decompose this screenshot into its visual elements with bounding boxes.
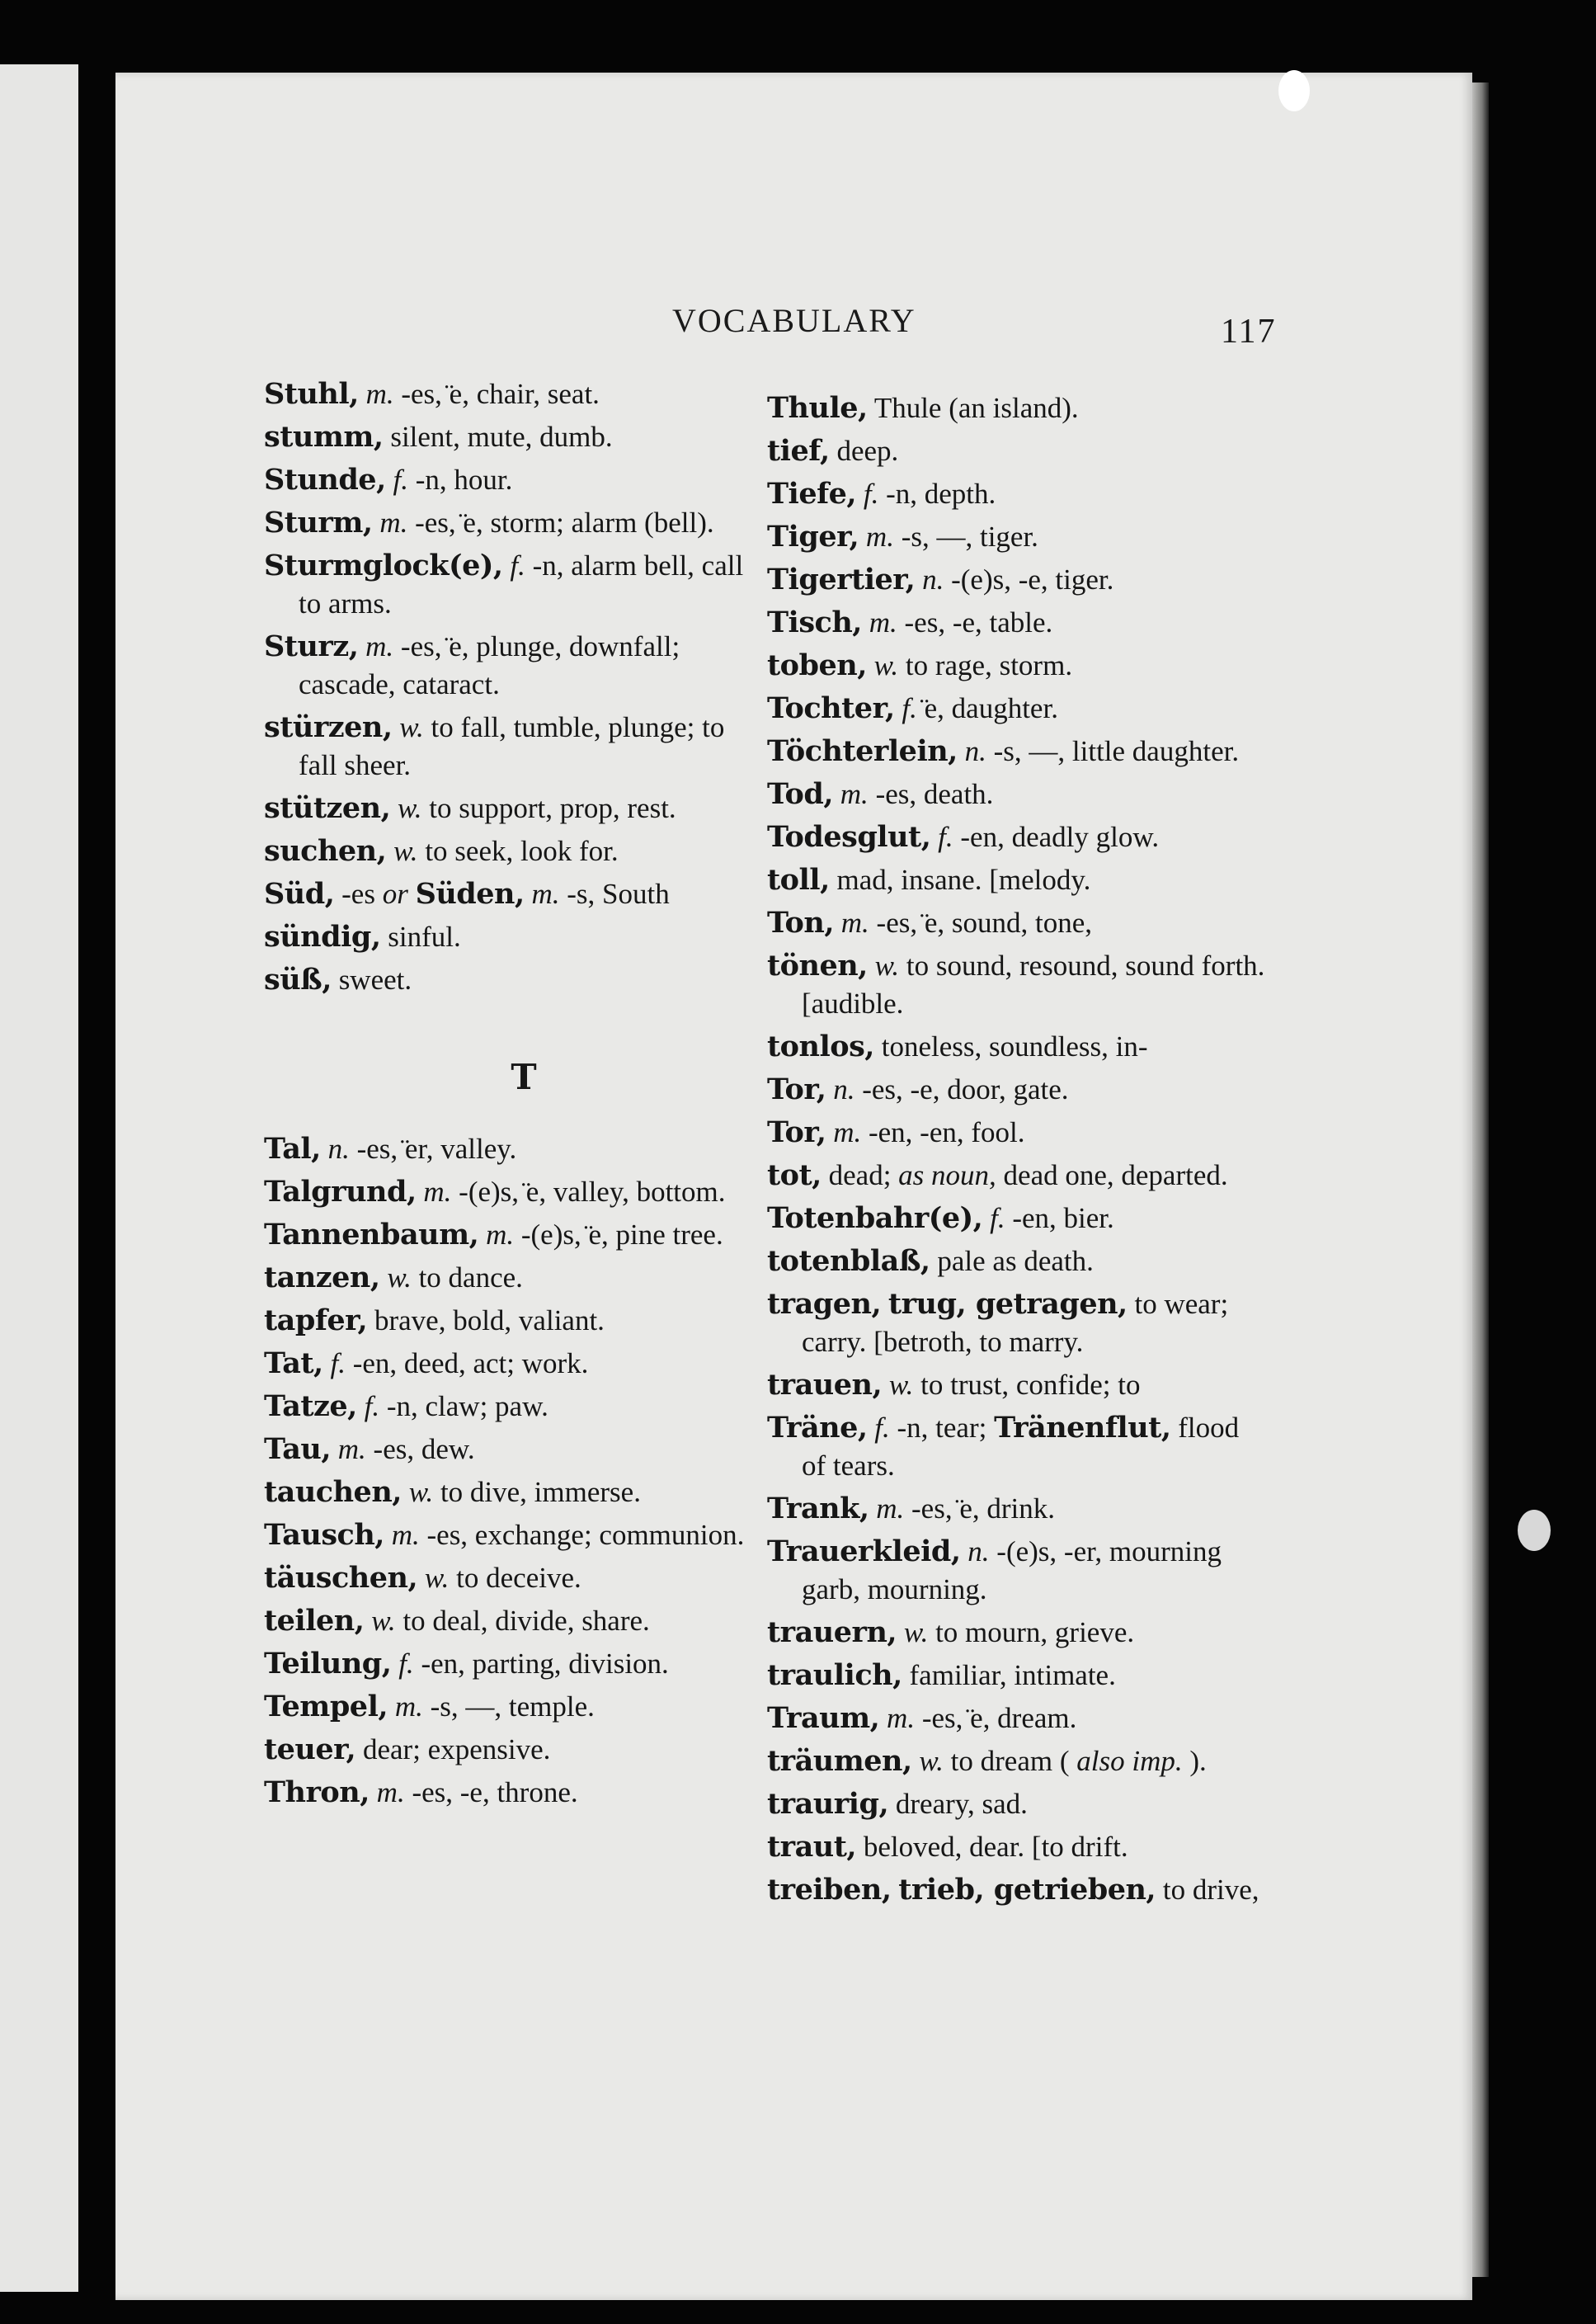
vocab-entry (767, 1657, 1270, 1695)
vocab-entry (264, 1302, 767, 1340)
vocab-entry (264, 1774, 767, 1812)
headword: Tigertier, (767, 563, 916, 596)
headword: Tiger, (767, 520, 859, 554)
definition: to trust, confide; to (920, 1369, 1141, 1401)
vocab-entry (264, 1516, 767, 1554)
definition: to deal, divide, share. (403, 1605, 650, 1637)
grammar-label: m. (531, 878, 560, 910)
grammar-label: f. (990, 1202, 1005, 1234)
definition: ). (1189, 1745, 1207, 1777)
vocab-entry (767, 947, 1270, 1023)
grammar-label: f. (902, 692, 917, 724)
grammar-label: m. (869, 606, 897, 639)
vocab-entry (767, 1699, 1270, 1737)
vocab-entry (767, 389, 1270, 427)
grammar-label: w. (888, 1369, 914, 1401)
definition: pale as death. (937, 1245, 1094, 1277)
definition: familiar, intimate. (909, 1659, 1116, 1691)
headword: tonlos, (767, 1030, 874, 1063)
vocab-entry (767, 1614, 1270, 1652)
definition: to drive, (1162, 1874, 1259, 1906)
headword: Totenbahr(e), (767, 1201, 983, 1235)
vocab-entry (767, 1028, 1270, 1066)
vocab-entry (264, 1173, 767, 1211)
headword: teuer, (264, 1732, 356, 1766)
definition: -es, ̈e, chair, seat. (401, 378, 600, 410)
right-column (767, 389, 1270, 1914)
vocab-entry (767, 1200, 1270, 1237)
headword: süß, (264, 963, 332, 997)
paper-tear (1278, 70, 1310, 111)
entry-list (264, 375, 767, 999)
definition: -s, (567, 878, 596, 910)
grammar-label: w. (874, 950, 900, 982)
grammar-label: n. (833, 1073, 855, 1105)
vocab-entry (767, 818, 1270, 856)
vocab-entry (264, 1345, 767, 1383)
definition: -es, dew. (373, 1433, 475, 1465)
vocab-entry (767, 604, 1270, 642)
vocab-entry (264, 961, 767, 999)
page-edge-shadow (1472, 82, 1489, 2277)
headword: tot, (767, 1158, 822, 1192)
vocab-entry (767, 904, 1270, 942)
vocab-entry (264, 375, 767, 413)
vocab-entry (264, 504, 767, 542)
definition: South (602, 878, 670, 910)
definition: to rage, storm. (905, 649, 1073, 681)
definition: -es, ̈e, plunge, downfall; cascade, cataract. (299, 630, 680, 700)
headword: Tor, (767, 1115, 826, 1149)
headword: Tatze, (264, 1389, 357, 1423)
headword: trauen, (767, 1368, 883, 1402)
definition: -(e)s, ̈e, pine tree. (520, 1219, 723, 1251)
definition: -es, ̈e, dream. (921, 1702, 1077, 1734)
definition: to dive, immerse. (440, 1476, 641, 1508)
definition: Thule (an island). (873, 392, 1079, 424)
headword: teilen, (264, 1604, 365, 1638)
definition: ̈e, daughter. (924, 692, 1058, 724)
vocab-entry (767, 475, 1270, 513)
grammar-label: f. (874, 1412, 890, 1444)
vocab-entry (767, 1490, 1270, 1528)
headword: Teilung, (264, 1647, 392, 1681)
definition: -es, ̈e, storm; alarm (bell). (415, 507, 714, 539)
vocab-entry (767, 690, 1270, 728)
vocab-entry (767, 1409, 1270, 1485)
headword: toll, (767, 863, 830, 897)
headword: suchen, (264, 834, 387, 868)
definition: -n, tear; (897, 1412, 987, 1444)
headword: Thron, (264, 1775, 370, 1809)
definition: -es (341, 878, 375, 910)
definition: -(e)s, -er, mourning garb, mourning. (802, 1535, 1222, 1605)
vocab-entry (767, 775, 1270, 813)
definition: -s, —, tiger. (901, 521, 1038, 553)
grammar-label: m. (391, 1519, 420, 1551)
definition: -es, ̈e, drink. (911, 1492, 1056, 1525)
vocab-entry (767, 561, 1270, 599)
definition: -n, depth. (886, 478, 996, 510)
grammar-label: m. (840, 907, 869, 939)
headword: Tausch, (264, 1518, 384, 1552)
headword: Tal, (264, 1132, 321, 1166)
grammar-label: m. (394, 1690, 423, 1723)
grammar-label: m. (833, 1116, 862, 1148)
grammar-label: m. (337, 1433, 366, 1465)
vocab-entry (767, 1114, 1270, 1152)
definition: -n, alarm bell, call to arms. (299, 549, 744, 620)
vocab-entry (264, 1130, 767, 1168)
headword: Tor, (767, 1072, 826, 1106)
vocab-entry (264, 790, 767, 827)
vocab-entry (767, 518, 1270, 556)
headword: tanzen, (264, 1261, 380, 1294)
grammar-label: n. (327, 1133, 350, 1165)
vocab-entry (767, 861, 1270, 899)
grammar-label: f. (938, 821, 953, 853)
headword: Tau, (264, 1432, 332, 1466)
headword: Träne, (767, 1411, 868, 1445)
definition: to dream ( (950, 1745, 1070, 1777)
vocab-entry (264, 832, 767, 870)
definition: to wear; carry. [betroth, to marry. (802, 1288, 1229, 1358)
grammar-label: as noun, (898, 1159, 996, 1191)
grammar-label: f. (510, 549, 525, 582)
headword: Sturz, (264, 629, 359, 663)
running-head: VOCABULARY (672, 302, 916, 339)
definition: -es, ̈er, valley. (356, 1133, 517, 1165)
grammar-label: m. (876, 1492, 905, 1525)
headword: Tod, (767, 777, 834, 811)
headword: Töchterlein, (767, 734, 958, 768)
vocab-entry (264, 418, 767, 456)
vocab-entry (264, 1473, 767, 1511)
headword: tönen, (767, 949, 868, 983)
grammar-label: f. (863, 478, 879, 510)
headword: trauern, (767, 1615, 897, 1649)
definition: sweet. (338, 964, 412, 996)
definition: beloved, dear. [to drift. (863, 1831, 1128, 1863)
headword: Tiefe, (767, 477, 857, 511)
headword: traurig, (767, 1787, 889, 1821)
definition: flood of tears. (802, 1412, 1240, 1482)
vocab-entry (264, 1259, 767, 1297)
vocab-entry (767, 432, 1270, 470)
vocab-entry (264, 1559, 767, 1597)
headword: Tochter, (767, 691, 895, 725)
section-letter: T (511, 1057, 537, 1097)
definition: -s, —, little daughter. (993, 735, 1240, 767)
headword: traulich, (767, 1658, 902, 1692)
headword: täuschen, (264, 1561, 418, 1595)
headword: stützen, (264, 791, 391, 825)
vocab-entry (767, 1285, 1270, 1361)
vocab-entry (767, 733, 1270, 771)
grammar-label: m. (423, 1176, 452, 1208)
definition: -es, -e, door, gate. (862, 1073, 1069, 1105)
vocab-entry (767, 1871, 1270, 1909)
grammar-label: w. (919, 1745, 944, 1777)
vocab-entry (767, 1785, 1270, 1823)
entry-list (767, 389, 1270, 1909)
grammar-label: w. (873, 649, 899, 681)
vocab-entry (264, 628, 767, 704)
vocab-entry (767, 647, 1270, 685)
definition: -(e)s, ̈e, valley, bottom. (459, 1176, 726, 1208)
definition: to deceive. (456, 1562, 581, 1594)
headword-variant: trieb, getrieben, (898, 1873, 1156, 1907)
grammar-label: w. (408, 1476, 434, 1508)
headword: tapfer, (264, 1303, 368, 1337)
headword: tief, (767, 434, 830, 468)
vocab-entry (264, 547, 767, 623)
vocab-entry (264, 1388, 767, 1426)
vocab-entry (264, 461, 767, 499)
grammar-label: f. (364, 1390, 380, 1422)
grammar-label: m. (379, 507, 408, 539)
vocab-entry (767, 1828, 1270, 1866)
headword: Traum, (767, 1701, 880, 1735)
definition: -en, -en, fool. (868, 1116, 1025, 1148)
grammar-label: w. (903, 1616, 929, 1648)
headword: stumm, (264, 420, 384, 454)
definition: to support, prop, rest. (429, 792, 676, 824)
headword: sündig, (264, 920, 381, 954)
definition: deep. (836, 435, 899, 467)
grammar-label: m. (376, 1776, 405, 1808)
headword: Trank, (767, 1492, 869, 1525)
headword: stürzen, (264, 710, 393, 744)
facing-page-edge (0, 64, 78, 2292)
grammar-label: n. (922, 563, 944, 596)
entry-list (264, 1130, 767, 1812)
definition: brave, bold, valiant. (374, 1304, 605, 1336)
definition: -es, exchange; communion. (426, 1519, 745, 1551)
grammar-label: w. (424, 1562, 450, 1594)
headword: Stuhl, (264, 377, 359, 411)
vocab-entry (264, 1602, 767, 1640)
headword: tragen, (767, 1287, 882, 1321)
headword: Trauerkleid, (767, 1534, 961, 1568)
grammar-label: m. (365, 630, 394, 662)
vocab-entry (767, 1533, 1270, 1609)
definition: dead one, departed. (1003, 1159, 1228, 1191)
grammar-label: w. (398, 792, 422, 824)
grammar-label: m. (865, 521, 894, 553)
headword: Tannenbaum, (264, 1218, 479, 1252)
definition: -s, —, temple. (430, 1690, 595, 1723)
vocab-entry (767, 1242, 1270, 1280)
definition: -en, parting, division. (421, 1648, 669, 1680)
definition: dreary, sad. (895, 1788, 1028, 1820)
grammar-label: w. (399, 711, 424, 743)
definition: -n, hour. (415, 464, 513, 496)
vocab-entry (264, 1216, 767, 1254)
grammar-label: m. (365, 378, 394, 410)
vocab-entry (264, 918, 767, 956)
vocab-entry (264, 709, 767, 785)
grammar-label: n. (964, 735, 986, 767)
definition: to sound, resound, sound forth. [audible. (802, 950, 1265, 1020)
definition: -es, -e, throne. (412, 1776, 578, 1808)
grammar-label: f. (393, 464, 408, 496)
headword: Sturm, (264, 506, 373, 540)
definition: -en, deadly glow. (960, 821, 1160, 853)
definition: -es, death. (875, 778, 994, 810)
definition: -(e)s, -e, tiger. (951, 563, 1114, 596)
vocab-entry (264, 875, 767, 913)
headword: Talgrund, (264, 1175, 417, 1209)
definition: to seek, look for. (425, 835, 619, 867)
grammar-label: f. (398, 1648, 414, 1680)
left-column (264, 375, 767, 1817)
definition: to fall, tumble, plunge; to fall sheer. (299, 711, 725, 781)
headword: totenblaß, (767, 1244, 930, 1278)
grammar-label: f. (330, 1347, 346, 1379)
definition: -en, bier. (1012, 1202, 1114, 1234)
vocab-entry (767, 1071, 1270, 1109)
headword: treiben, (767, 1873, 892, 1907)
grammar-label: n. (967, 1535, 990, 1567)
headword: Ton, (767, 906, 835, 940)
definition: -es, ̈e, sound, tone, (876, 907, 1093, 939)
vocab-entry (767, 1742, 1270, 1780)
vocab-entry (767, 1366, 1270, 1404)
vocab-entry (264, 1688, 767, 1726)
headword: Tisch, (767, 606, 862, 639)
definition: sinful. (388, 921, 461, 953)
headword: Sturmglock(e), (264, 549, 503, 582)
headword: Todesglut, (767, 820, 931, 854)
headword: Süd, (264, 877, 335, 911)
vocab-entry (767, 1157, 1270, 1195)
grammar-label: w. (393, 835, 418, 867)
headword: traut, (767, 1830, 857, 1864)
grammar-label: also imp. (1076, 1745, 1183, 1777)
definition: silent, mute, dumb. (390, 421, 613, 453)
headword-variant: trug, getragen, (887, 1287, 1128, 1321)
conjunction: or (382, 878, 408, 910)
definition: dear; expensive. (362, 1733, 551, 1765)
grammar-label: m. (840, 778, 869, 810)
grammar-label: m. (887, 1702, 916, 1734)
grammar-label: w. (371, 1605, 396, 1637)
paper-damage (1518, 1510, 1551, 1551)
grammar-label: m. (486, 1219, 515, 1251)
definition: dead; (828, 1159, 892, 1191)
headword-variant: Tränenflut, (994, 1411, 1171, 1445)
definition: -es, -e, table. (904, 606, 1053, 639)
definition: to dance. (418, 1261, 523, 1294)
headword: toben, (767, 648, 867, 682)
headword: Tempel, (264, 1690, 388, 1723)
vocab-entry (264, 1431, 767, 1468)
definition: -n, claw; paw. (386, 1390, 548, 1422)
headword: tauchen, (264, 1475, 402, 1509)
headword: träumen, (767, 1744, 912, 1778)
grammar-label: w. (387, 1261, 412, 1294)
definition: -en, deed, act; work. (352, 1347, 589, 1379)
headword-variant: Süden, (415, 877, 525, 911)
page-number: 117 (1221, 313, 1277, 351)
vocab-entry (264, 1731, 767, 1769)
headword: Thule, (767, 391, 868, 425)
definition: mad, insane. [melody. (836, 864, 1091, 896)
definition: to mourn, grieve. (935, 1616, 1135, 1648)
headword: Tat, (264, 1346, 323, 1380)
vocab-entry (264, 1645, 767, 1683)
headword: Stunde, (264, 463, 386, 497)
definition: toneless, soundless, in- (881, 1030, 1148, 1063)
